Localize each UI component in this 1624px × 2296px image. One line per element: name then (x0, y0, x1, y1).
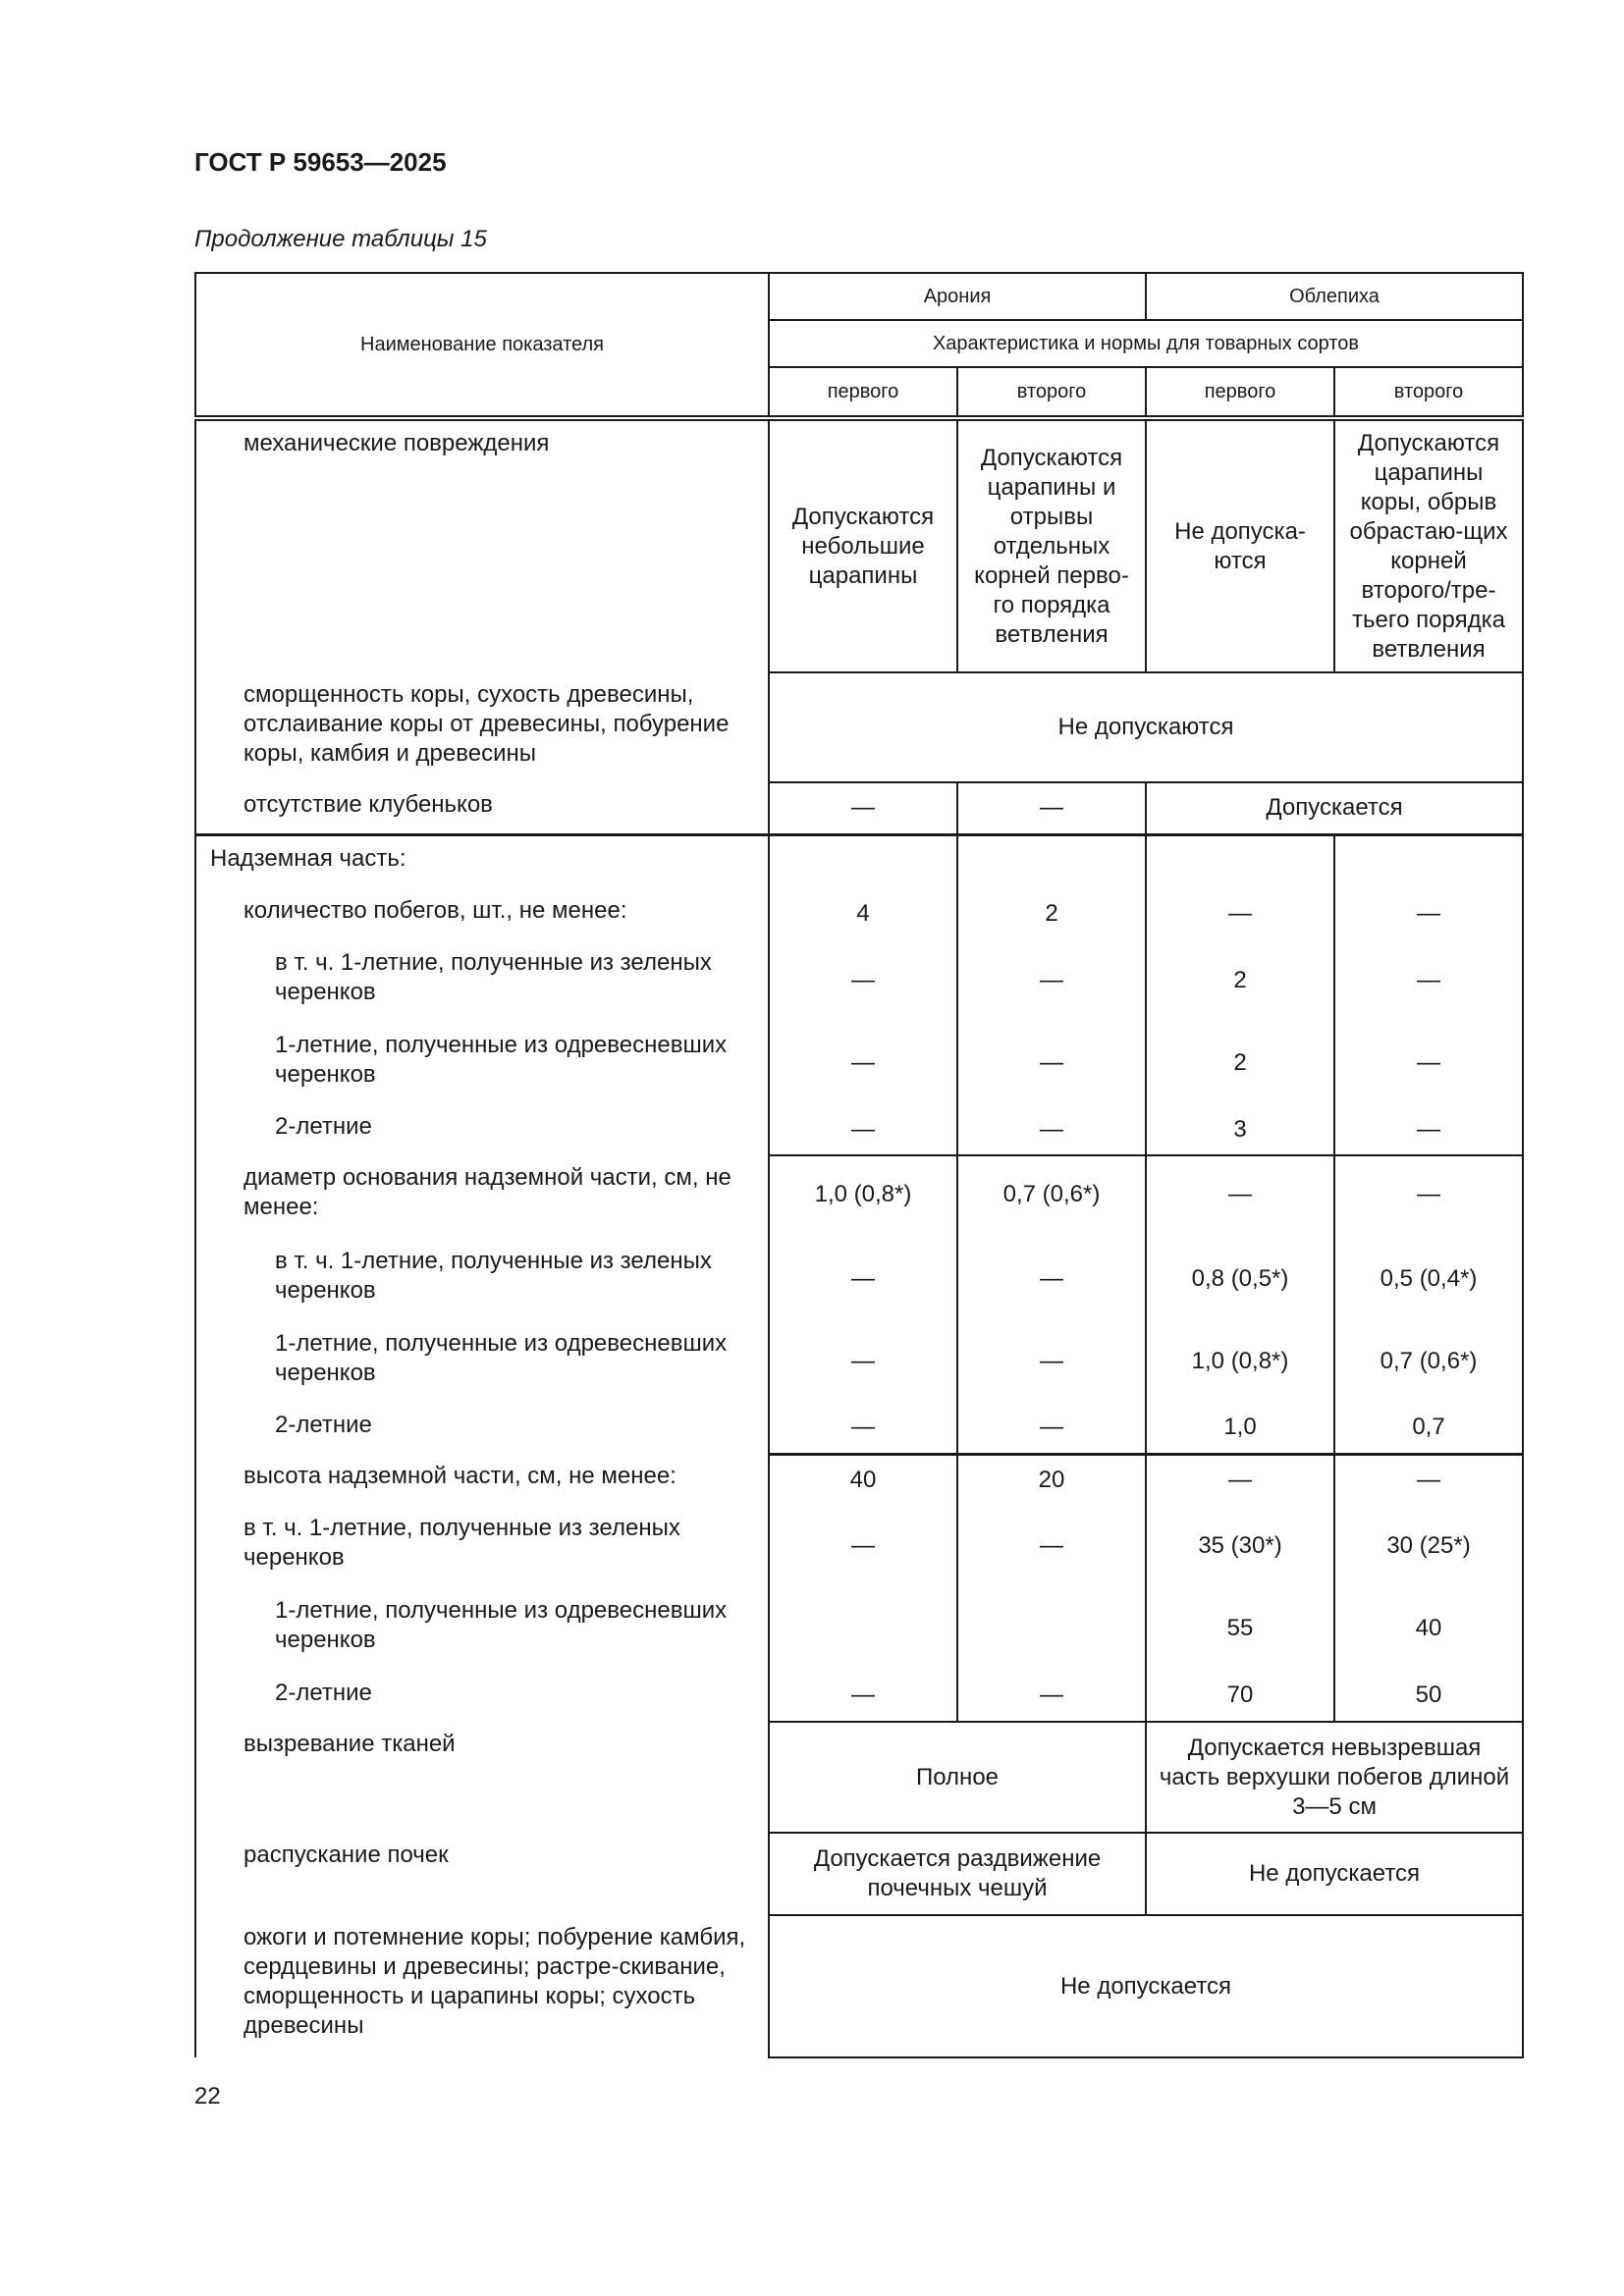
cell-all: Не допускаются (769, 672, 1523, 782)
row-label: в т. ч. 1-летние, полученные из зеленых черенков (195, 1505, 769, 1587)
cell-aronia-first: Допускаются небольшие царапины (769, 418, 957, 672)
cell-oblepikha-first: 0,8 (0,5*) (1146, 1238, 1334, 1320)
cell-aronia-first: — (769, 1403, 957, 1454)
row-label: вызревание тканей (195, 1722, 769, 1833)
table-row (195, 887, 1523, 939)
cell-oblepikha-second: — (1334, 1104, 1523, 1155)
header-aronia: Арония (769, 273, 1146, 320)
standards-table (194, 272, 1524, 2058)
cell-oblepikha-first: 1,0 (0,8*) (1146, 1320, 1334, 1403)
cell-empty (1334, 834, 1523, 887)
row-label: 2-летние (195, 1403, 769, 1454)
row-label: сморщенность коры, сухость древесины, отслаивание коры от древесины, побурение коры, камбия и древесины (195, 672, 769, 782)
cell-oblepikha-first: — (1146, 887, 1334, 939)
cell-all: Не допускается (769, 1915, 1523, 2057)
cell-oblepikha-first: — (1146, 1155, 1334, 1238)
cell-oblepikha-second: Допускаются царапины коры, обрыв обрастаю-щих корней второго/тре-тьего порядка ветвления (1334, 418, 1523, 672)
document-title: ГОСТ Р 59653—2025 (194, 147, 447, 177)
cell-empty (1146, 834, 1334, 887)
cell-aronia-second (957, 1587, 1146, 1670)
row-label: количество побегов, шт., не менее: (195, 887, 769, 939)
cell-oblepikha-second: 40 (1334, 1587, 1523, 1670)
cell-aronia-second: — (957, 1403, 1146, 1454)
header-aronia-first: первого (769, 367, 957, 418)
row-label: высота надземной части, см, не менее: (195, 1454, 769, 1505)
table-row (195, 1104, 1523, 1155)
cell-oblepikha-second: 50 (1334, 1670, 1523, 1722)
table-row (195, 1403, 1523, 1454)
cell-aronia-second: 20 (957, 1454, 1146, 1505)
cell-aronia: Допускается раздвижение почечных чешуй (769, 1833, 1146, 1915)
table-row (195, 1320, 1523, 1403)
cell-aronia-second: 0,7 (0,6*) (957, 1155, 1146, 1238)
cell-aronia-first: — (769, 1022, 957, 1104)
table-row (195, 782, 1523, 834)
cell-empty (769, 834, 957, 887)
cell-oblepikha-second: 30 (25*) (1334, 1505, 1523, 1587)
table-continuation-caption: Продолжение таблицы 15 (194, 226, 487, 252)
cell-aronia-second: — (957, 1022, 1146, 1104)
cell-aronia-second: — (957, 1505, 1146, 1587)
table-row (195, 672, 1523, 782)
cell-aronia-second: — (957, 782, 1146, 834)
cell-aronia-first (769, 1587, 957, 1670)
header-oblepikha-first: первого (1146, 367, 1334, 418)
cell-aronia-second: — (957, 1238, 1146, 1320)
table-row (195, 1238, 1523, 1320)
cell-aronia-first: — (769, 1238, 957, 1320)
cell-aronia-second: Допускаются царапины и отрывы отдельных корней перво-го порядка ветвления (957, 418, 1146, 672)
cell-aronia-first: 1,0 (0,8*) (769, 1155, 957, 1238)
header-aronia-second: второго (957, 367, 1146, 418)
cell-oblepikha-first: Не допуска-ются (1146, 418, 1334, 672)
cell-aronia-second: — (957, 1104, 1146, 1155)
header-row-1 (195, 273, 1523, 320)
cell-oblepikha-second: — (1334, 887, 1523, 939)
cell-oblepikha-first: 2 (1146, 1022, 1334, 1104)
cell-oblepikha-first: 3 (1146, 1104, 1334, 1155)
header-norms: Характеристика и нормы для товарных сортов (769, 320, 1523, 367)
cell-oblepikha-first: 70 (1146, 1670, 1334, 1722)
table-row (195, 939, 1523, 1022)
table-row (195, 1722, 1523, 1833)
row-label: 1-летние, полученные из одревесневших черенков (195, 1320, 769, 1403)
row-label: в т. ч. 1-летние, полученные из зеленых черенков (195, 1238, 769, 1320)
table-row (195, 418, 1523, 672)
cell-oblepikha-first: — (1146, 1454, 1334, 1505)
table-row (195, 1022, 1523, 1104)
cell-aronia-second: — (957, 1320, 1146, 1403)
cell-oblepikha-second: 0,5 (0,4*) (1334, 1238, 1523, 1320)
header-indicator-name: Наименование показателя (195, 273, 769, 418)
cell-oblepikha-first: 35 (30*) (1146, 1505, 1334, 1587)
row-label: 2-летние (195, 1104, 769, 1155)
cell-oblepikha-first: 1,0 (1146, 1403, 1334, 1454)
row-label: 2-летние (195, 1670, 769, 1722)
header-oblepikha: Облепиха (1146, 273, 1523, 320)
cell-oblepikha-second: 0,7 (0,6*) (1334, 1320, 1523, 1403)
table-row (195, 1454, 1523, 1505)
cell-aronia-first: 4 (769, 887, 957, 939)
row-label: отсутствие клубеньков (195, 782, 769, 834)
section-heading: Надземная часть: (195, 834, 769, 887)
cell-oblepikha: Не допускается (1146, 1833, 1523, 1915)
row-label: 1-летние, полученные из одревесневших черенков (195, 1587, 769, 1670)
row-label: в т. ч. 1-летние, полученные из зеленых черенков (195, 939, 769, 1022)
cell-aronia-first: — (769, 782, 957, 834)
table-row (195, 1505, 1523, 1587)
table-row (195, 834, 1523, 887)
cell-oblepikha-second: 0,7 (1334, 1403, 1523, 1454)
cell-oblepikha-first: 2 (1146, 939, 1334, 1022)
cell-aronia-first: 40 (769, 1454, 957, 1505)
table-row (195, 1587, 1523, 1670)
page-number: 22 (194, 2083, 221, 2109)
cell-aronia-first: — (769, 1670, 957, 1722)
cell-aronia: Полное (769, 1722, 1146, 1833)
row-label: ожоги и потемнение коры; побурение камбия, сердцевины и древесины; растре-скивание, сморщенность и царапины коры; сухость древесины (195, 1915, 769, 2057)
cell-oblepikha: Допускается невызревшая часть верхушки побегов длиной 3—5 см (1146, 1722, 1523, 1833)
cell-oblepikha-second: — (1334, 1022, 1523, 1104)
cell-oblepikha-second: — (1334, 939, 1523, 1022)
table-row (195, 1670, 1523, 1722)
row-label: диаметр основания надземной части, см, не менее: (195, 1155, 769, 1238)
cell-aronia-second: — (957, 1670, 1146, 1722)
row-label: 1-летние, полученные из одревесневших черенков (195, 1022, 769, 1104)
cell-oblepikha-first: 55 (1146, 1587, 1334, 1670)
table-row (195, 1833, 1523, 1915)
cell-oblepikha: Допускается (1146, 782, 1523, 834)
cell-aronia-first: — (769, 1320, 957, 1403)
table-row (195, 1915, 1523, 2057)
cell-aronia-second: — (957, 939, 1146, 1022)
row-label: механические повреждения (195, 418, 769, 672)
cell-empty (957, 834, 1146, 887)
header-oblepikha-second: второго (1334, 367, 1523, 418)
cell-oblepikha-second: — (1334, 1155, 1523, 1238)
cell-aronia-second: 2 (957, 887, 1146, 939)
cell-oblepikha-second: — (1334, 1454, 1523, 1505)
table-row (195, 1155, 1523, 1238)
cell-aronia-first: — (769, 1505, 957, 1587)
row-label: распускание почек (195, 1833, 769, 1915)
cell-aronia-first: — (769, 1104, 957, 1155)
cell-aronia-first: — (769, 939, 957, 1022)
